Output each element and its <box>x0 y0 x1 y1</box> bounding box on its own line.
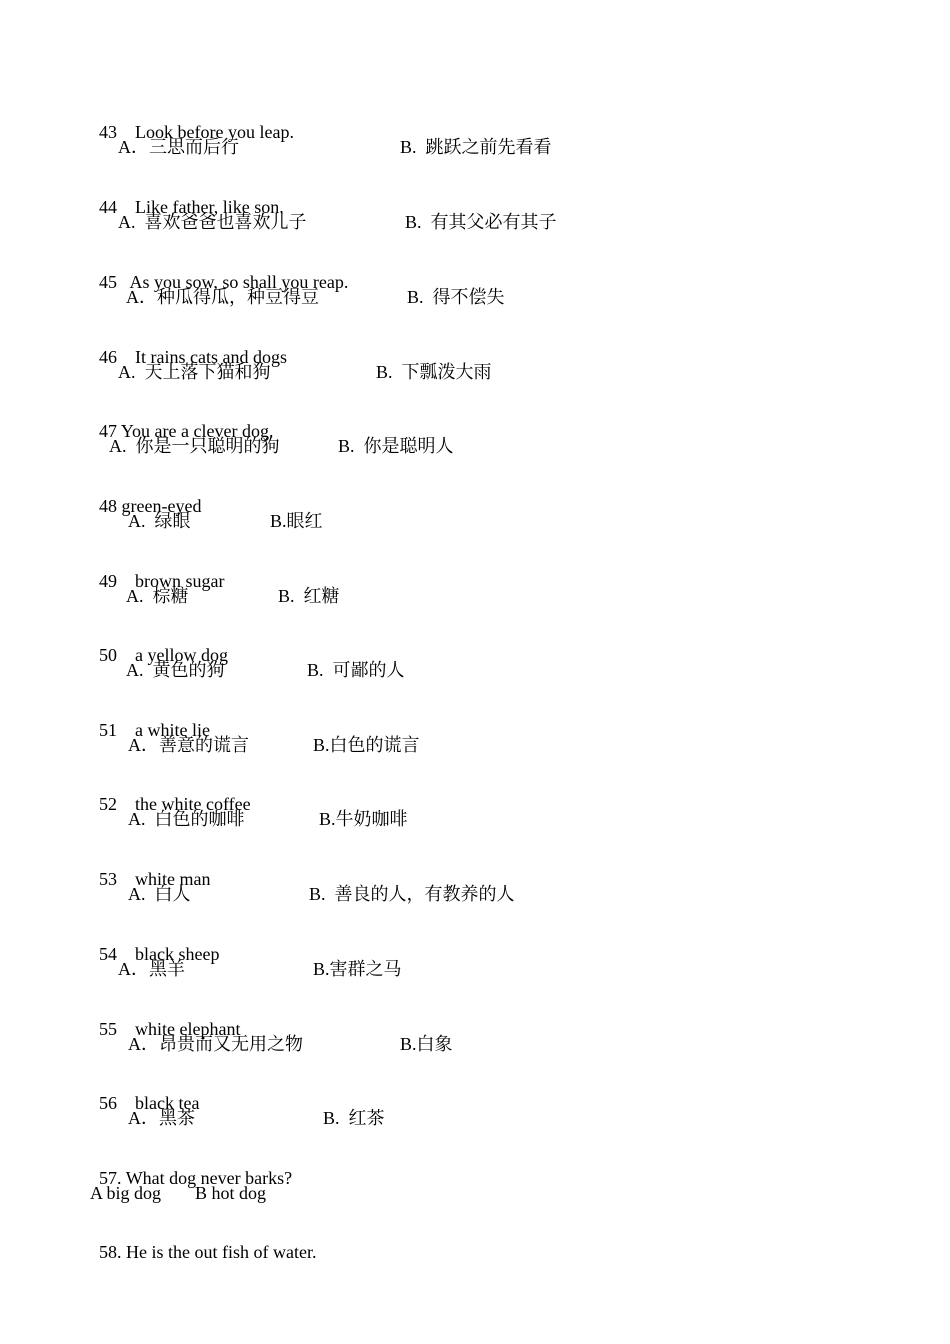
option-a: A. 白人 <box>128 884 191 904</box>
option-a: A．三思而后行 <box>118 137 239 157</box>
question-text: It rains cats and dogs <box>135 347 287 367</box>
question-text: Like father, like son. <box>135 197 284 217</box>
option-a: A．黑茶 <box>128 1108 195 1128</box>
option-a: A. 你是一只聪明的狗 <box>109 436 280 456</box>
question-text: You are a clever dog. <box>120 421 274 441</box>
option-b: B. 有其父必有其子 <box>405 212 557 232</box>
question-number: 57. <box>99 1168 122 1188</box>
option-a: A．黑羊 <box>118 959 185 979</box>
option-b: B. 红茶 <box>323 1108 385 1128</box>
option-a: A. 棕糖 <box>126 586 189 606</box>
option-b: B. 可鄙的人 <box>307 660 405 680</box>
question-text: a yellow dog <box>135 645 228 665</box>
option-b: B. 跳跃之前先看看 <box>400 137 552 157</box>
option-a: A. 天上落下猫和狗 <box>118 362 271 382</box>
question-text: black tea <box>135 1093 200 1113</box>
question-text: He is the out fish of water. <box>126 1242 317 1262</box>
question-number: 47 <box>99 421 117 441</box>
question-text: What dog never barks? <box>125 1168 293 1188</box>
question-number: 43 <box>99 122 117 142</box>
question-58 <box>90 1219 316 1263</box>
option-b: B. 红糖 <box>278 586 340 606</box>
option-b: B.牛奶咖啡 <box>319 809 408 829</box>
question-text: green-eyed <box>121 496 202 516</box>
option-b: B.白色的谎言 <box>313 735 420 755</box>
question-text: Look before you leap. <box>135 122 294 142</box>
option-a: A. 喜欢爸爸也喜欢儿子 <box>118 212 307 232</box>
question-text: brown sugar <box>135 571 225 591</box>
option-b: B hot dog <box>195 1183 267 1203</box>
option-a: A．善意的谎言 <box>128 735 249 755</box>
question-number: 56 <box>99 1093 117 1113</box>
option-b: B.白象 <box>400 1034 453 1054</box>
option-a: A. 绿眼 <box>128 511 191 531</box>
question-number: 52 <box>99 794 117 814</box>
question-number: 50 <box>99 645 117 665</box>
option-a: A. 白色的咖啡 <box>128 809 245 829</box>
option-b: B. 善良的人，有教养的人 <box>309 884 515 904</box>
option-a: A．种瓜得瓜，种豆得豆 <box>126 287 319 307</box>
option-a: A. 黄色的狗 <box>126 660 225 680</box>
question-number: 55 <box>99 1019 117 1039</box>
question-number: 48 <box>99 496 117 516</box>
question-text: white man <box>135 869 211 889</box>
question-number: 53 <box>99 869 117 889</box>
option-a: A big dog <box>90 1183 162 1203</box>
question-number: 51 <box>99 720 117 740</box>
option-b: B.眼红 <box>270 511 323 531</box>
option-b: B. 你是聪明人 <box>338 436 454 456</box>
question-number: 49 <box>99 571 117 591</box>
question-text: the white coffee <box>135 794 251 814</box>
question-number: 58. <box>99 1242 122 1262</box>
question-number: 46 <box>99 347 117 367</box>
option-b: B. 下瓢泼大雨 <box>376 362 492 382</box>
question-number: 54 <box>99 944 117 964</box>
question-text: As you sow, so shall you reap. <box>129 272 349 292</box>
question-number: 44 <box>99 197 117 217</box>
option-a: A．昂贵而又无用之物 <box>128 1034 303 1054</box>
question-text: a white lie <box>135 720 210 740</box>
question-text: black sheep <box>135 944 220 964</box>
question-text: white elephant <box>135 1019 241 1039</box>
option-b: B. 得不偿失 <box>407 287 505 307</box>
question-number: 45 <box>99 272 117 292</box>
option-b: B.害群之马 <box>313 959 402 979</box>
